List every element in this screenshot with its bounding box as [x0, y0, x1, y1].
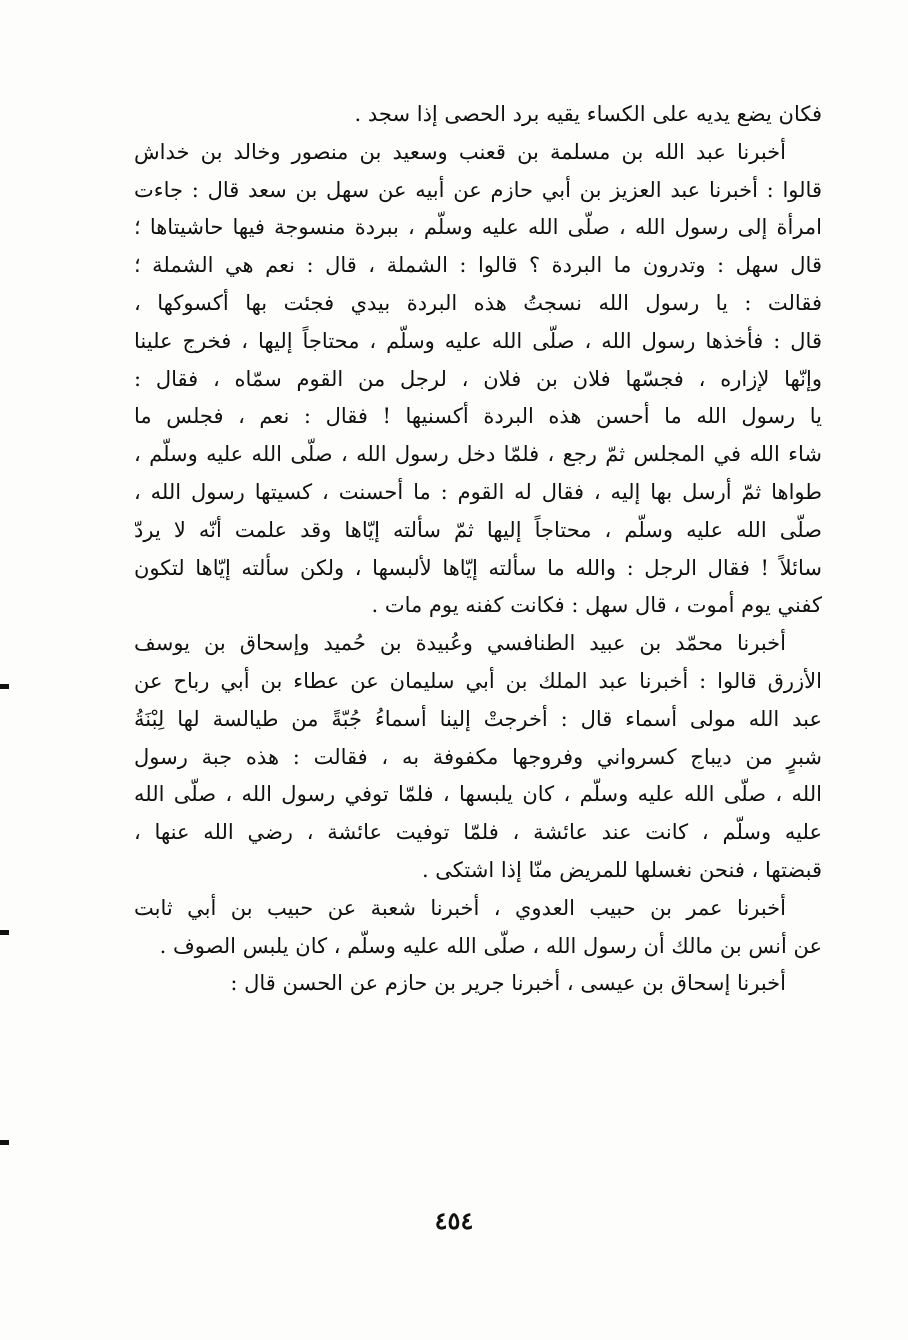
text-line: شبرٍ من ديباج كسرواني وفروجها مكفوفة به ، فقالت : هذه جبة رسول	[134, 744, 822, 769]
page-number: ٤٥٤	[434, 1206, 474, 1235]
text-line: الله ، صلّى الله عليه وسلّم ، كان يلبسها ، فلمّا توفي رسول الله ، صلّى الله	[134, 782, 822, 807]
text-line: يا رسول الله ما أحسن هذه البردة أكسنيها ! فقال : نعم ، فجلس ما	[134, 404, 822, 429]
margin-mark	[0, 1140, 9, 1145]
text-line: امرأة إلى رسول الله ، صلّى الله عليه وسلّم ، ببردة منسوجة فيها حاشيتاها ؛	[134, 215, 822, 240]
text-line: صلّى الله عليه وسلّم ، محتاجاً إليها ثمّ سألته إيّاها وقد علمت أنّه لا يردّ	[134, 517, 822, 542]
text-line: عبد الله مولى أسماء قال : أخرجتْ إلينا أسماءُ جُبّةً من طيالسة لها لِبْنَةُ	[134, 706, 822, 731]
text-line: قال : فأخذها رسول الله ، صلّى الله عليه وسلّم ، محتاجاً إليها ، فخرج علينا	[134, 328, 822, 353]
text-line: وإنّها لإزاره ، فجسّها فلان بن فلان ، لرجل من القوم سمّاه ، فقال :	[134, 366, 822, 391]
text-line: قبضتها ، فنحن نغسلها للمريض منّا إذا اشتكى .	[421, 857, 822, 882]
text-line: الأزرق قالوا : أخبرنا عبد الملك بن أبي سليمان عن عطاء بن أبي رباح عن	[134, 668, 822, 693]
text-line: عن أنس بن مالك أن رسول الله ، صلّى الله عليه وسلّم ، كان يلبس الصوف .	[159, 933, 822, 958]
text-line: أخبرنا محمّد بن عبيد الطنافسي وعُبيدة بن حُميد وإسحاق بن يوسف	[134, 631, 786, 656]
margin-mark	[0, 684, 9, 689]
text-line: قالوا : أخبرنا عبد العزيز بن أبي حازم عن أبيه عن سهل بن سعد قال : جاءت	[134, 177, 822, 202]
text-line: طواها ثمّ أرسل بها إليه ، فقال له القوم : ما أحسنت ، كسيتها رسول الله ،	[134, 479, 822, 504]
text-line: كفني يوم أموت ، قال سهل : فكانت كفنه يوم مات .	[371, 593, 822, 618]
text-line: أخبرنا إسحاق بن عيسى ، أخبرنا جرير بن حازم عن الحسن قال :	[230, 971, 786, 996]
text-line: أخبرنا عمر بن حبيب العدوي ، أخبرنا شعبة عن حبيب بن أبي ثابت	[134, 895, 786, 920]
text-line: فقالت : يا رسول الله نسجتُ هذه البردة بيدي فجئت بها أكسوكها ،	[134, 290, 822, 315]
margin-mark	[0, 930, 9, 935]
text-line: سائلاً ! فقال الرجل : والله ما سألته إيّاها لألبسها ، ولكن سألته إيّاها لتكون	[134, 555, 822, 580]
text-line: أخبرنا عبد الله بن مسلمة بن قعنب وسعيد بن منصور وخالد بن خداش	[134, 139, 786, 164]
text-line: شاء الله في المجلس ثمّ رجع ، فلمّا دخل رسول الله ، صلّى الله عليه وسلّم ،	[134, 442, 822, 467]
text-line: قال سهل : وتدرون ما البردة ؟ قالوا : الشملة ، قال : نعم هي الشملة ؛	[134, 253, 822, 278]
text-line: عليه وسلّم ، كانت عند عائشة ، فلمّا توفيت عائشة ، رضي الله عنها ،	[134, 820, 822, 845]
body-text	[134, 96, 822, 1003]
text-line: فكان يضع يديه على الكساء يقيه برد الحصى إذا سجد .	[354, 102, 822, 126]
